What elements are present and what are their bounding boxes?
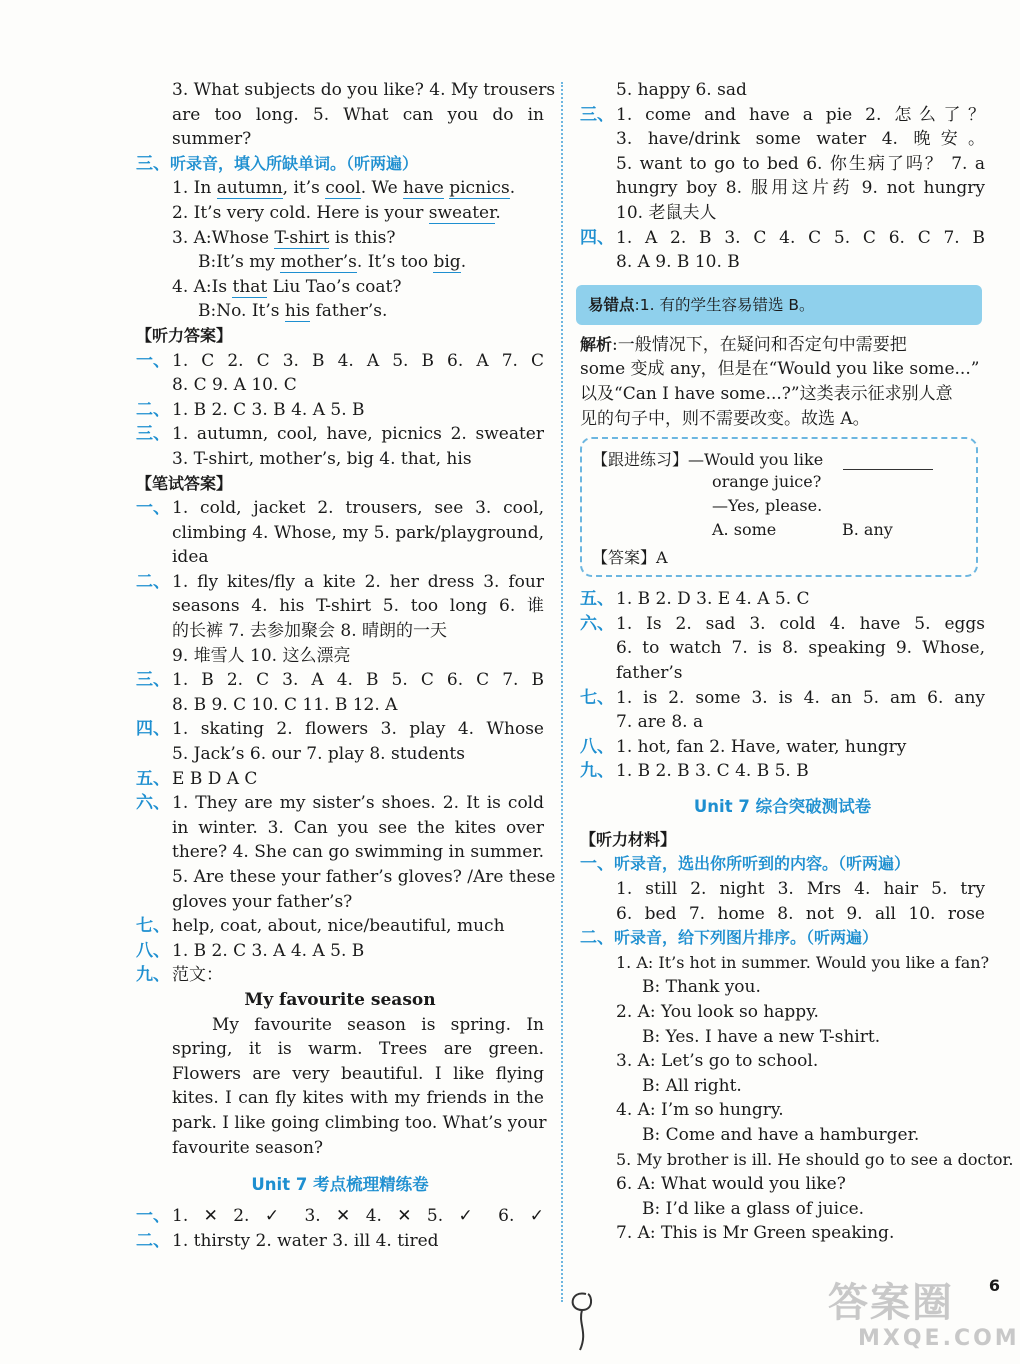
answer-line: 10. 老鼠夫人 <box>616 202 717 223</box>
answer-line: are too long. 5. What can you do in <box>172 104 544 125</box>
follow-up-reply: —Yes, please. <box>712 496 823 516</box>
answer-line: 八、 1. B 2. C 3. A 4. A 5. B <box>136 940 365 961</box>
unit-heading: Unit 7 考点梳理精练卷 <box>251 1175 429 1195</box>
dialogue-line: B: Come and have a hamburger. <box>642 1125 920 1145</box>
answer-line: 八、 1. hot, fan 2. Have, water, hungry <box>580 736 907 757</box>
answer-line: 3. What subjects do you like? 4. My trousers <box>172 80 556 100</box>
right-column <box>580 78 1014 1246</box>
answer-line: 5. Are these your father’s gloves? /Are these <box>172 867 556 887</box>
answer-line: 6. bed 7. home 8. not 9. all 10. rose <box>616 903 985 924</box>
answer-line: 一、 1. cold, jacket 2. trousers, see 3. cool, <box>136 498 544 519</box>
answer-line: 一、 1. ✕ 2. ✓ 3. ✕ 4. ✕ 5. ✓ 6. ✓ <box>136 1206 544 1227</box>
answer-line: 六、 1. They are my sister’s shoes. 2. It is cold <box>136 793 544 814</box>
answer-line: 7. are 8. a <box>616 712 704 733</box>
error-point-text: :1. 有的学生容易错选 B。 <box>634 295 815 314</box>
analysis-line: 见的句子中，则不需要改变。故选 A。 <box>580 408 870 429</box>
watermark-top: 答案圈 <box>828 1280 954 1326</box>
answer-line: in winter. 3. Can you see the kites over <box>172 817 544 838</box>
error-point-label: 易错点 <box>588 295 635 314</box>
error-point-box <box>576 285 982 325</box>
answer-line: 二、 1. B 2. C 3. B 4. A 5. B <box>136 399 365 420</box>
fill-item: B:No. It’s his father’s. <box>198 301 388 322</box>
column-divider <box>561 82 563 1302</box>
follow-up-practice-box <box>580 437 978 577</box>
answer-line: 七、 1. is 2. some 3. is 4. an 5. am 6. any <box>580 687 985 708</box>
answer-line: 三、 1. autumn, cool, have, picnics 2. sweater <box>136 424 544 445</box>
answer-line: 8. B 9. C 10. C 11. B 12. A <box>172 694 398 715</box>
left-column <box>136 78 556 1253</box>
essay-line: kites. I can fly kites with my friends in the <box>172 1088 544 1109</box>
handwritten-mark-icon <box>558 1288 608 1358</box>
essay-line: My favourite season is spring. In <box>212 1014 544 1035</box>
answer-line: 9. 堆雪人 10. 这么漂亮 <box>172 645 351 666</box>
answer-line: 的长裤 7. 去参加聚会 8. 晴朗的一天 <box>172 621 448 642</box>
dialogue-line: 2. A: You look so happy. <box>616 1002 819 1023</box>
essay-line: favourite season? <box>172 1137 324 1158</box>
analysis-line: 解析:一般情况下，在疑问和否定句中需要把 <box>580 334 907 355</box>
answer-line: 四、 1. skating 2. flowers 3. play 4. Whose <box>136 719 544 740</box>
answer-line: 二、 1. fly kites/fly a kite 2. her dress 3. four <box>136 571 544 592</box>
answer-line: there? 4. She can go swimming in summer. <box>172 842 544 863</box>
watermark-logo <box>828 1280 1020 1360</box>
fill-item: 2. It’s very cold. Here is your sweater. <box>172 202 501 223</box>
essay-line: spring, it is warm. Trees are green. <box>172 1039 544 1060</box>
answer-line: climbing 4. Whose, my 5. park/playground, <box>172 522 544 543</box>
fill-item: 1. In autumn, it’s cool. We have picnics. <box>172 178 516 199</box>
written-answers-heading: 【笔试答案】 <box>136 473 233 493</box>
answer-line: 六、 1. Is 2. sad 3. cold 4. have 5. eggs <box>580 613 985 634</box>
analysis-line: some 变成 any，但是在“Would you like some...” <box>580 359 980 380</box>
answer-line: summer? <box>172 129 252 150</box>
watermark-bottom: MXQE.COM <box>858 1326 1020 1351</box>
answer-line: 九、 1. B 2. B 3. C 4. B 5. B <box>580 761 809 782</box>
listening-material-heading: 【听力材料】 <box>580 829 677 849</box>
answer-line: 五、 E B D A C <box>136 768 258 789</box>
section-title: 一、 听录音，选出你所听到的内容。（听两遍） <box>580 854 911 875</box>
answer-line: 一、 1. C 2. C 3. B 4. A 5. B 6. A 7. C <box>136 350 544 371</box>
answer-line: father’s <box>616 662 683 683</box>
dialogue-line: B: Yes. I have a new T-shirt. <box>642 1026 881 1047</box>
essay-title: My favourite season <box>244 989 436 1010</box>
essay-line: park. I like going climbing too. What’s your <box>172 1112 547 1133</box>
essay-line: Flowers are very beautiful. I like flying <box>172 1063 544 1084</box>
analysis-line: 以及“Can I have some...?”这类表示征求别人意 <box>580 383 953 404</box>
follow-up-question: orange juice? <box>712 472 822 492</box>
answer-line: 1. still 2. night 3. Mrs 4. hair 5. try <box>616 879 985 900</box>
answer-line: 三、 1. B 2. C 3. A 4. B 5. C 6. C 7. B <box>136 670 544 691</box>
answer-line: gloves your father’s? <box>172 891 353 912</box>
answer-line: 5. Jack’s 6. our 7. play 8. students <box>172 744 465 765</box>
answer-line: 四、 1. A 2. B 3. C 4. C 5. C 6. C 7. B <box>580 227 985 248</box>
answer-line: 5. happy 6. sad <box>616 80 747 100</box>
answer-line: 二、 1. thirsty 2. water 3. ill 4. tired <box>136 1230 439 1251</box>
page-number: 6 <box>988 1276 1000 1295</box>
dialogue-line: 5. My brother is ill. He should go to see a doctor. <box>616 1149 1014 1169</box>
fill-item: 3. A:Whose T-shirt is this? <box>172 227 396 248</box>
dialogue-line: 4. A: I’m so hungry. <box>616 1100 784 1121</box>
answer-blank <box>843 450 933 470</box>
answer-line: 三、 1. come and have a pie 2. 怎么了？ <box>580 104 985 125</box>
follow-up-question: 【跟进练习】—Would you like <box>592 447 933 470</box>
dialogue-line: B: All right. <box>642 1075 742 1096</box>
answer-line: hungry boy 8. 服用这片药 9. not hungry <box>616 178 985 199</box>
dialogue-line: 6. A: What would you like? <box>616 1174 846 1195</box>
listening-answers-heading: 【听力答案】 <box>136 325 233 345</box>
answer-line: 九、 范文： <box>136 965 223 986</box>
section-title: 二、 听录音，给下列图片排序。（听两遍） <box>580 928 879 949</box>
fill-item: 4. A:Is that Liu Tao’s coat? <box>172 276 402 297</box>
dialogue-line: 3. A: Let’s go to school. <box>616 1051 819 1072</box>
dialogue-line: B: Thank you. <box>642 977 761 998</box>
dialogue-line: 1. A: It’s hot in summer. Would you like a fan? <box>616 952 990 972</box>
option-a: A. some <box>712 520 777 540</box>
option-b: B. any <box>842 520 893 540</box>
answer-line: 5. want to go to bed 6. 你生病了吗？ 7. a <box>616 153 985 174</box>
unit-heading: Unit 7 综合突破测试卷 <box>693 796 872 816</box>
answer-line: 8. C 9. A 10. C <box>172 375 297 396</box>
fill-item: B:It’s my mother’s. It’s too big. <box>198 252 467 273</box>
answer-line: 3. T-shirt, mother’s, big 4. that, his <box>172 448 472 469</box>
answer-line: 8. A 9. B 10. B <box>616 252 740 273</box>
follow-up-answer: 【答案】A <box>592 548 668 568</box>
answer-line: 七、 help, coat, about, nice/beautiful, much <box>136 916 505 937</box>
answer-line: 五、 1. B 2. D 3. E 4. A 5. C <box>580 589 810 610</box>
answer-line: idea <box>172 547 209 568</box>
answer-line: seasons 4. his T-shirt 5. too long 6. 谁 <box>172 596 544 617</box>
dialogue-line: B: I’d like a glass of juice. <box>642 1198 865 1219</box>
answer-line: 6. to watch 7. is 8. speaking 9. Whose, <box>616 638 985 659</box>
section-title: 三、 听录音，填入所缺单词。（听两遍） <box>136 153 419 174</box>
dialogue-line: 7. A: This is Mr Green speaking. <box>616 1223 895 1244</box>
answer-line: 3. have/drink some water 4. 晚安。 <box>616 129 985 150</box>
